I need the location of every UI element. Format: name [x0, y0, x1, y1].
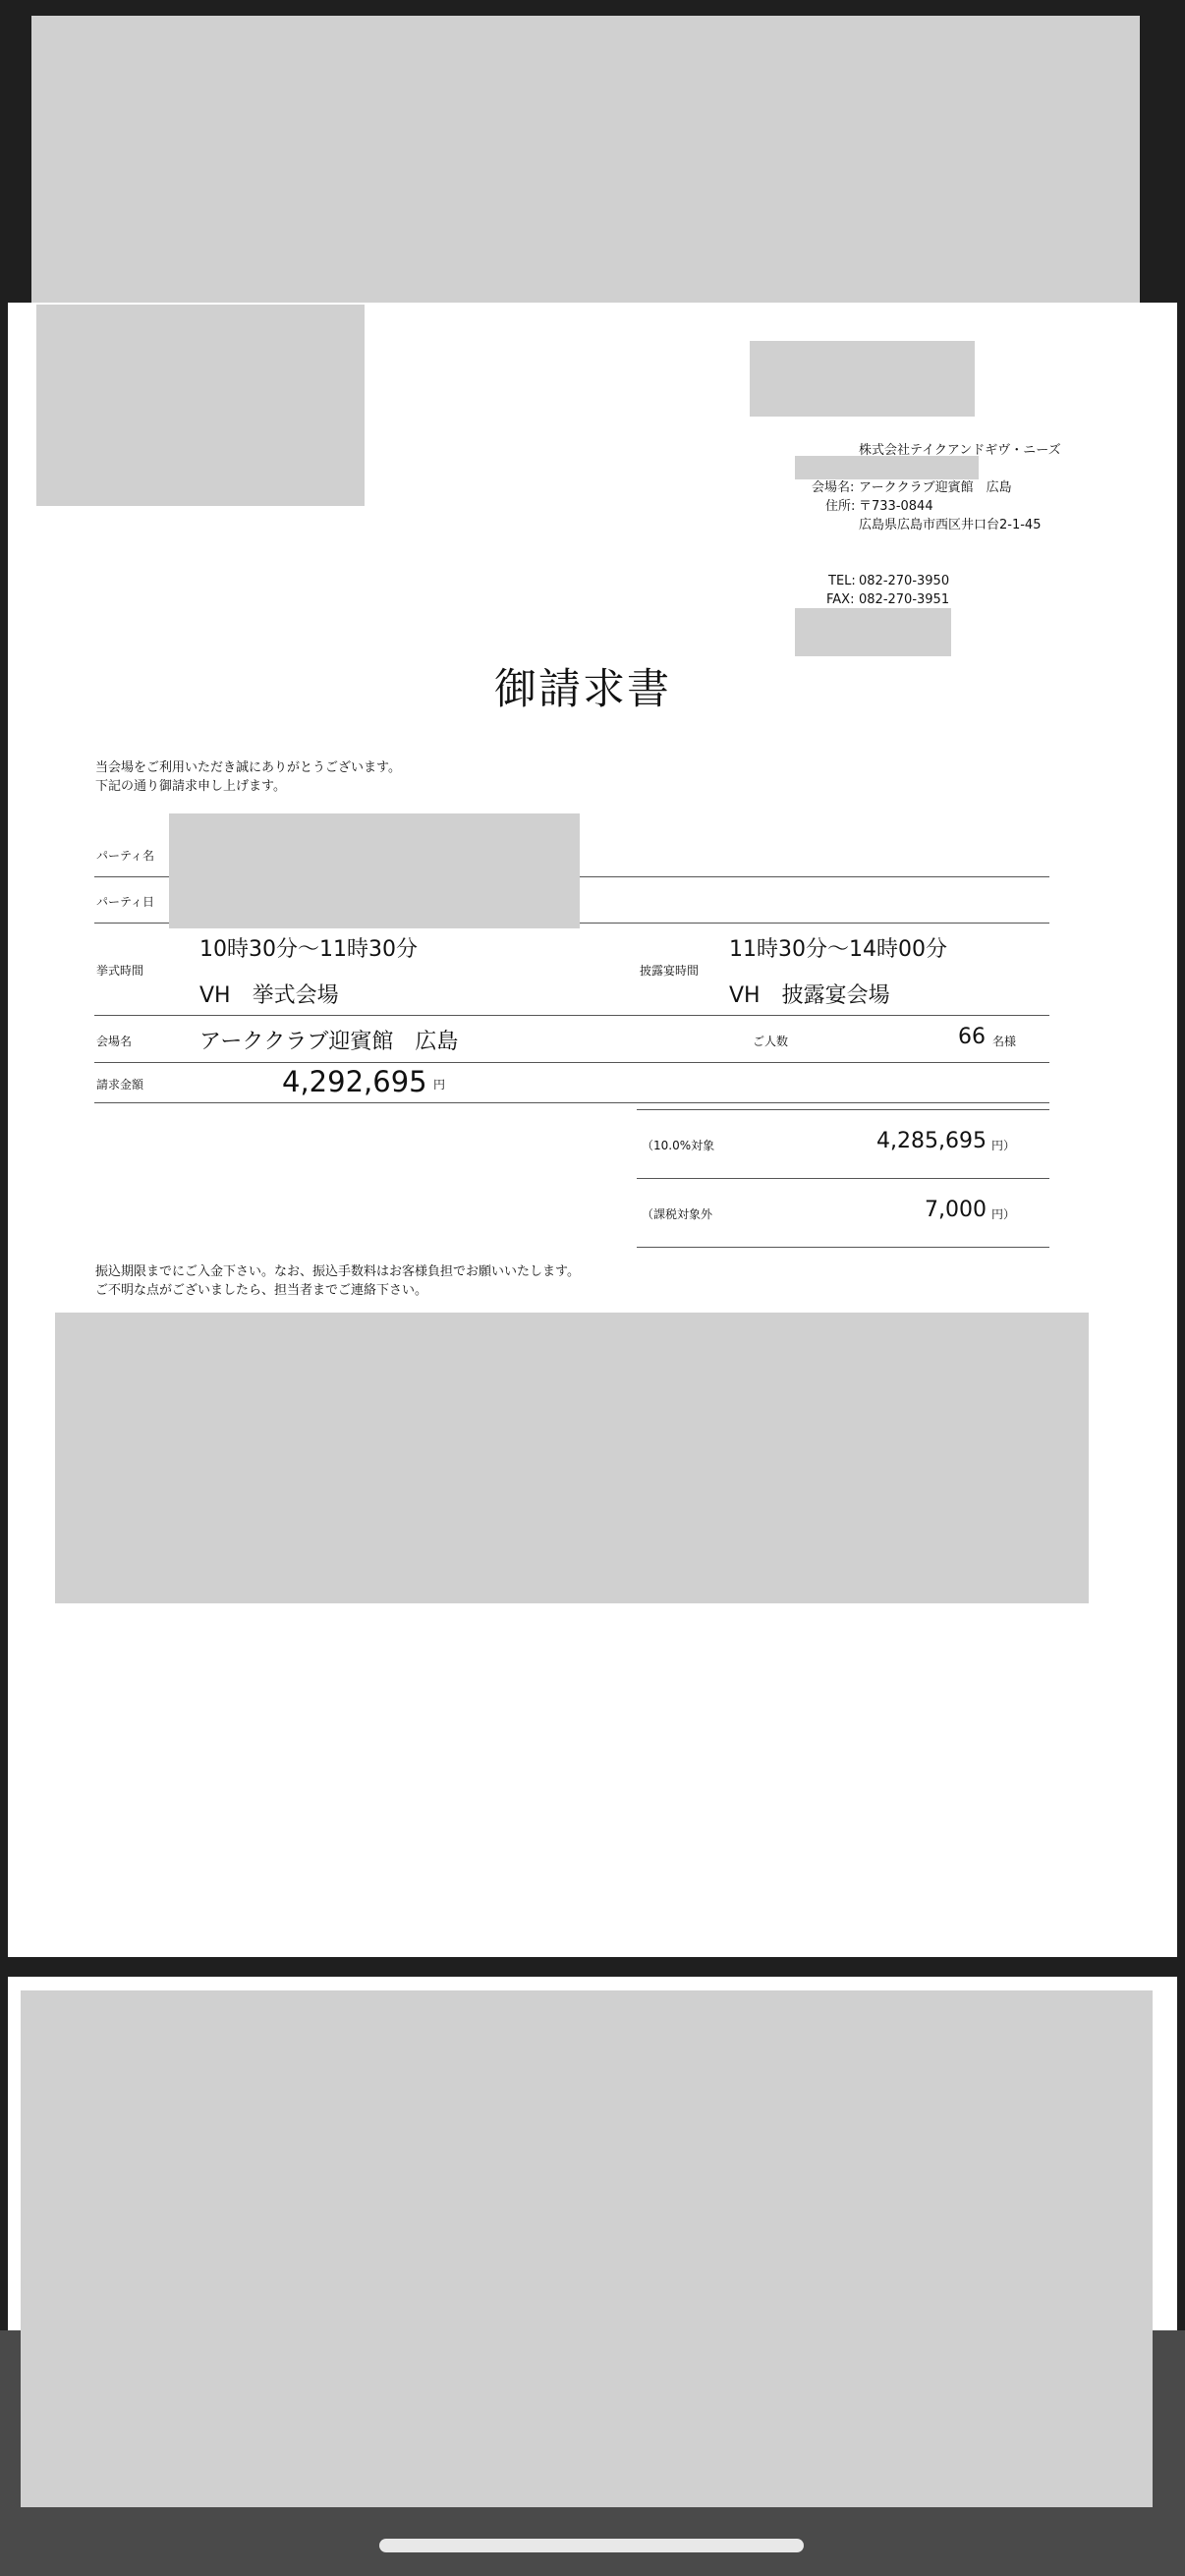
redacted-second-page-content: [21, 1990, 1153, 2507]
guests-count: 66: [958, 1025, 986, 1049]
redacted-recipient-block: [36, 305, 365, 506]
tel-label: TEL:: [828, 574, 856, 588]
breakdown-amount-taxable: 4,285,695: [876, 1129, 987, 1153]
home-indicator[interactable]: [379, 2539, 804, 2552]
rule-amount-2: [637, 1109, 1049, 1110]
party-name-label: パーティ名: [96, 849, 155, 863]
party-date-label: パーティ日: [96, 895, 155, 909]
fax-number: 082-270-3951: [859, 592, 950, 607]
rule-amount-1: [94, 1102, 1049, 1103]
redacted-party-info: [169, 813, 580, 928]
address-label: 住所:: [825, 499, 856, 514]
breakdown-label-exempt: （課税対象外: [642, 1207, 713, 1221]
fax-label: FAX:: [826, 592, 855, 607]
redacted-payment-info: [55, 1313, 1089, 1603]
document-title: 御請求書: [494, 665, 671, 714]
company-name: 株式会社テイクアンドギヴ・ニーズ: [859, 443, 1061, 458]
redacted-header-block: [31, 16, 1140, 308]
breakdown-amount-exempt: 7,000: [925, 1198, 987, 1222]
invoice-page: [8, 303, 1177, 1957]
note-line-1: 振込期限までにご入金下さい。なお、振込手数料はお客様負担でお願いいたします。: [95, 1264, 580, 1279]
note-line-2: ご不明な点がございましたら、担当者までご連絡下さい。: [95, 1283, 428, 1298]
rule-venue: [94, 1062, 1049, 1063]
intro-line-1: 当会場をご利用いただき誠にありがとうございます。: [95, 760, 401, 775]
reception-time-label: 披露宴時間: [640, 964, 700, 978]
venue-row-label: 会場名: [96, 1035, 133, 1048]
amount-unit: 円: [433, 1078, 446, 1092]
rule-times: [94, 1015, 1049, 1016]
ceremony-time-label: 挙式時間: [96, 964, 144, 978]
venue-row-value: アーククラブ迎賓館 広島: [199, 1030, 459, 1054]
address: 広島県広島市西区井口台2-1-45: [859, 518, 1042, 532]
venue-label: 会場名:: [812, 480, 855, 495]
company-venue-name: アーククラブ迎賓館 広島: [859, 480, 1012, 495]
rule-breakdown-2: [637, 1247, 1049, 1248]
breakdown-unit-taxable: 円）: [991, 1139, 1016, 1152]
tel-number: 082-270-3950: [859, 574, 950, 588]
breakdown-label-taxable: （10.0%対象: [642, 1139, 715, 1152]
postal-code: 〒733-0844: [859, 499, 933, 514]
breakdown-unit-exempt: 円）: [991, 1207, 1016, 1221]
ceremony-time: 10時30分〜11時30分: [199, 937, 418, 962]
reception-time: 11時30分〜14時00分: [729, 937, 947, 962]
rule-breakdown-1: [637, 1178, 1049, 1179]
amount-value: 4,292,695: [282, 1065, 427, 1098]
guests-unit: 名様: [992, 1035, 1017, 1048]
ceremony-place: VH 挙式会場: [199, 983, 339, 1008]
reception-place: VH 披露宴会場: [729, 983, 890, 1008]
intro-line-2: 下記の通り御請求申し上げます。: [95, 779, 286, 794]
redacted-stamp-block: [795, 608, 951, 656]
redacted-logo-block: [750, 341, 975, 417]
guests-label: ご人数: [753, 1035, 789, 1048]
amount-label: 請求金額: [96, 1078, 144, 1092]
